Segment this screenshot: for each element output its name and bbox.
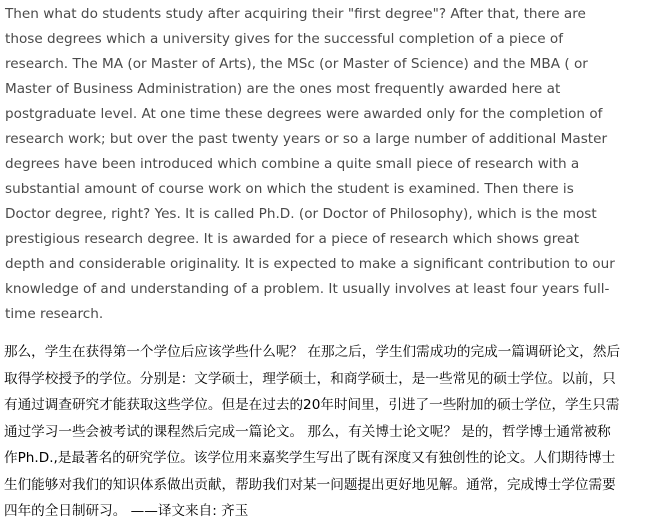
english-line: research. The MA (or Master of Arts), the MSc (or Master of Science) and the MBA ( or	[5, 56, 588, 72]
english-line: substantial amount of course work on which the student is examined. Then there is	[5, 181, 574, 197]
english-line: research work; but over the past twenty years or so a large number of additional Master	[5, 131, 608, 147]
english-line: knowledge of and understanding of a problem. It usually involves at least four years full-	[5, 281, 610, 297]
chinese-line: 那么，学生在获得第一个学位后应该学些什么呢？ 在那之后，学生们需成功的完成一篇调研论文，然后	[4, 344, 621, 360]
english-line: degrees have been introduced which combine a quite small piece of research with a	[5, 156, 580, 172]
english-line: those degrees which a university gives for the successful completion of a piece of	[5, 31, 564, 47]
english-paragraph	[5, 2, 645, 327]
chinese-translation-paragraph	[4, 339, 645, 525]
english-line: time research.	[5, 306, 104, 322]
chinese-line: 生们能够对我们的知识体系做出贡献，帮助我们对某一问题提出更好地见解。通常，完成博士学位需要	[4, 476, 616, 493]
chinese-line: 有通过调查研究才能获取这些学位。但是在过去的20年时间里，引进了一些附加的硕士学位，学生只需	[4, 397, 620, 413]
chinese-line: 取得学校授予的学位。分别是：文学硕士，理学硕士，和商学硕士，是一些常见的硕士学位。以前，只	[4, 370, 616, 387]
english-line: Doctor degree, right? Yes. It is called Ph.D. (or Doctor of Philosophy), which is the most	[5, 206, 597, 222]
chinese-line: 作Ph.D.,是最著名的研究学位。该学位用来嘉奖学生写出了既有深度又有独创性的论文。人们期待博士	[4, 450, 616, 466]
english-line: postgraduate level. At one time these degrees were awarded only for the completion of	[5, 106, 603, 122]
chinese-line: 通过学习一些会被考试的课程然后完成一篇论文。 那么，有关博士论文呢？ 是的，哲学博士通常被称	[4, 423, 611, 440]
chinese-line: 四年的全日制研习。 ——译文来自: 齐玉	[4, 503, 249, 519]
english-line: Then what do students study after acquiring their "first degree"? After that, there are	[5, 6, 586, 22]
english-line: depth and considerable originality. It is expected to make a significant contribution to our	[5, 256, 615, 272]
english-line: prestigious research degree. It is awarded for a piece of research which shows great	[5, 231, 580, 247]
english-line: Master of Business Administration) are the ones most frequently awarded here at	[5, 81, 561, 97]
